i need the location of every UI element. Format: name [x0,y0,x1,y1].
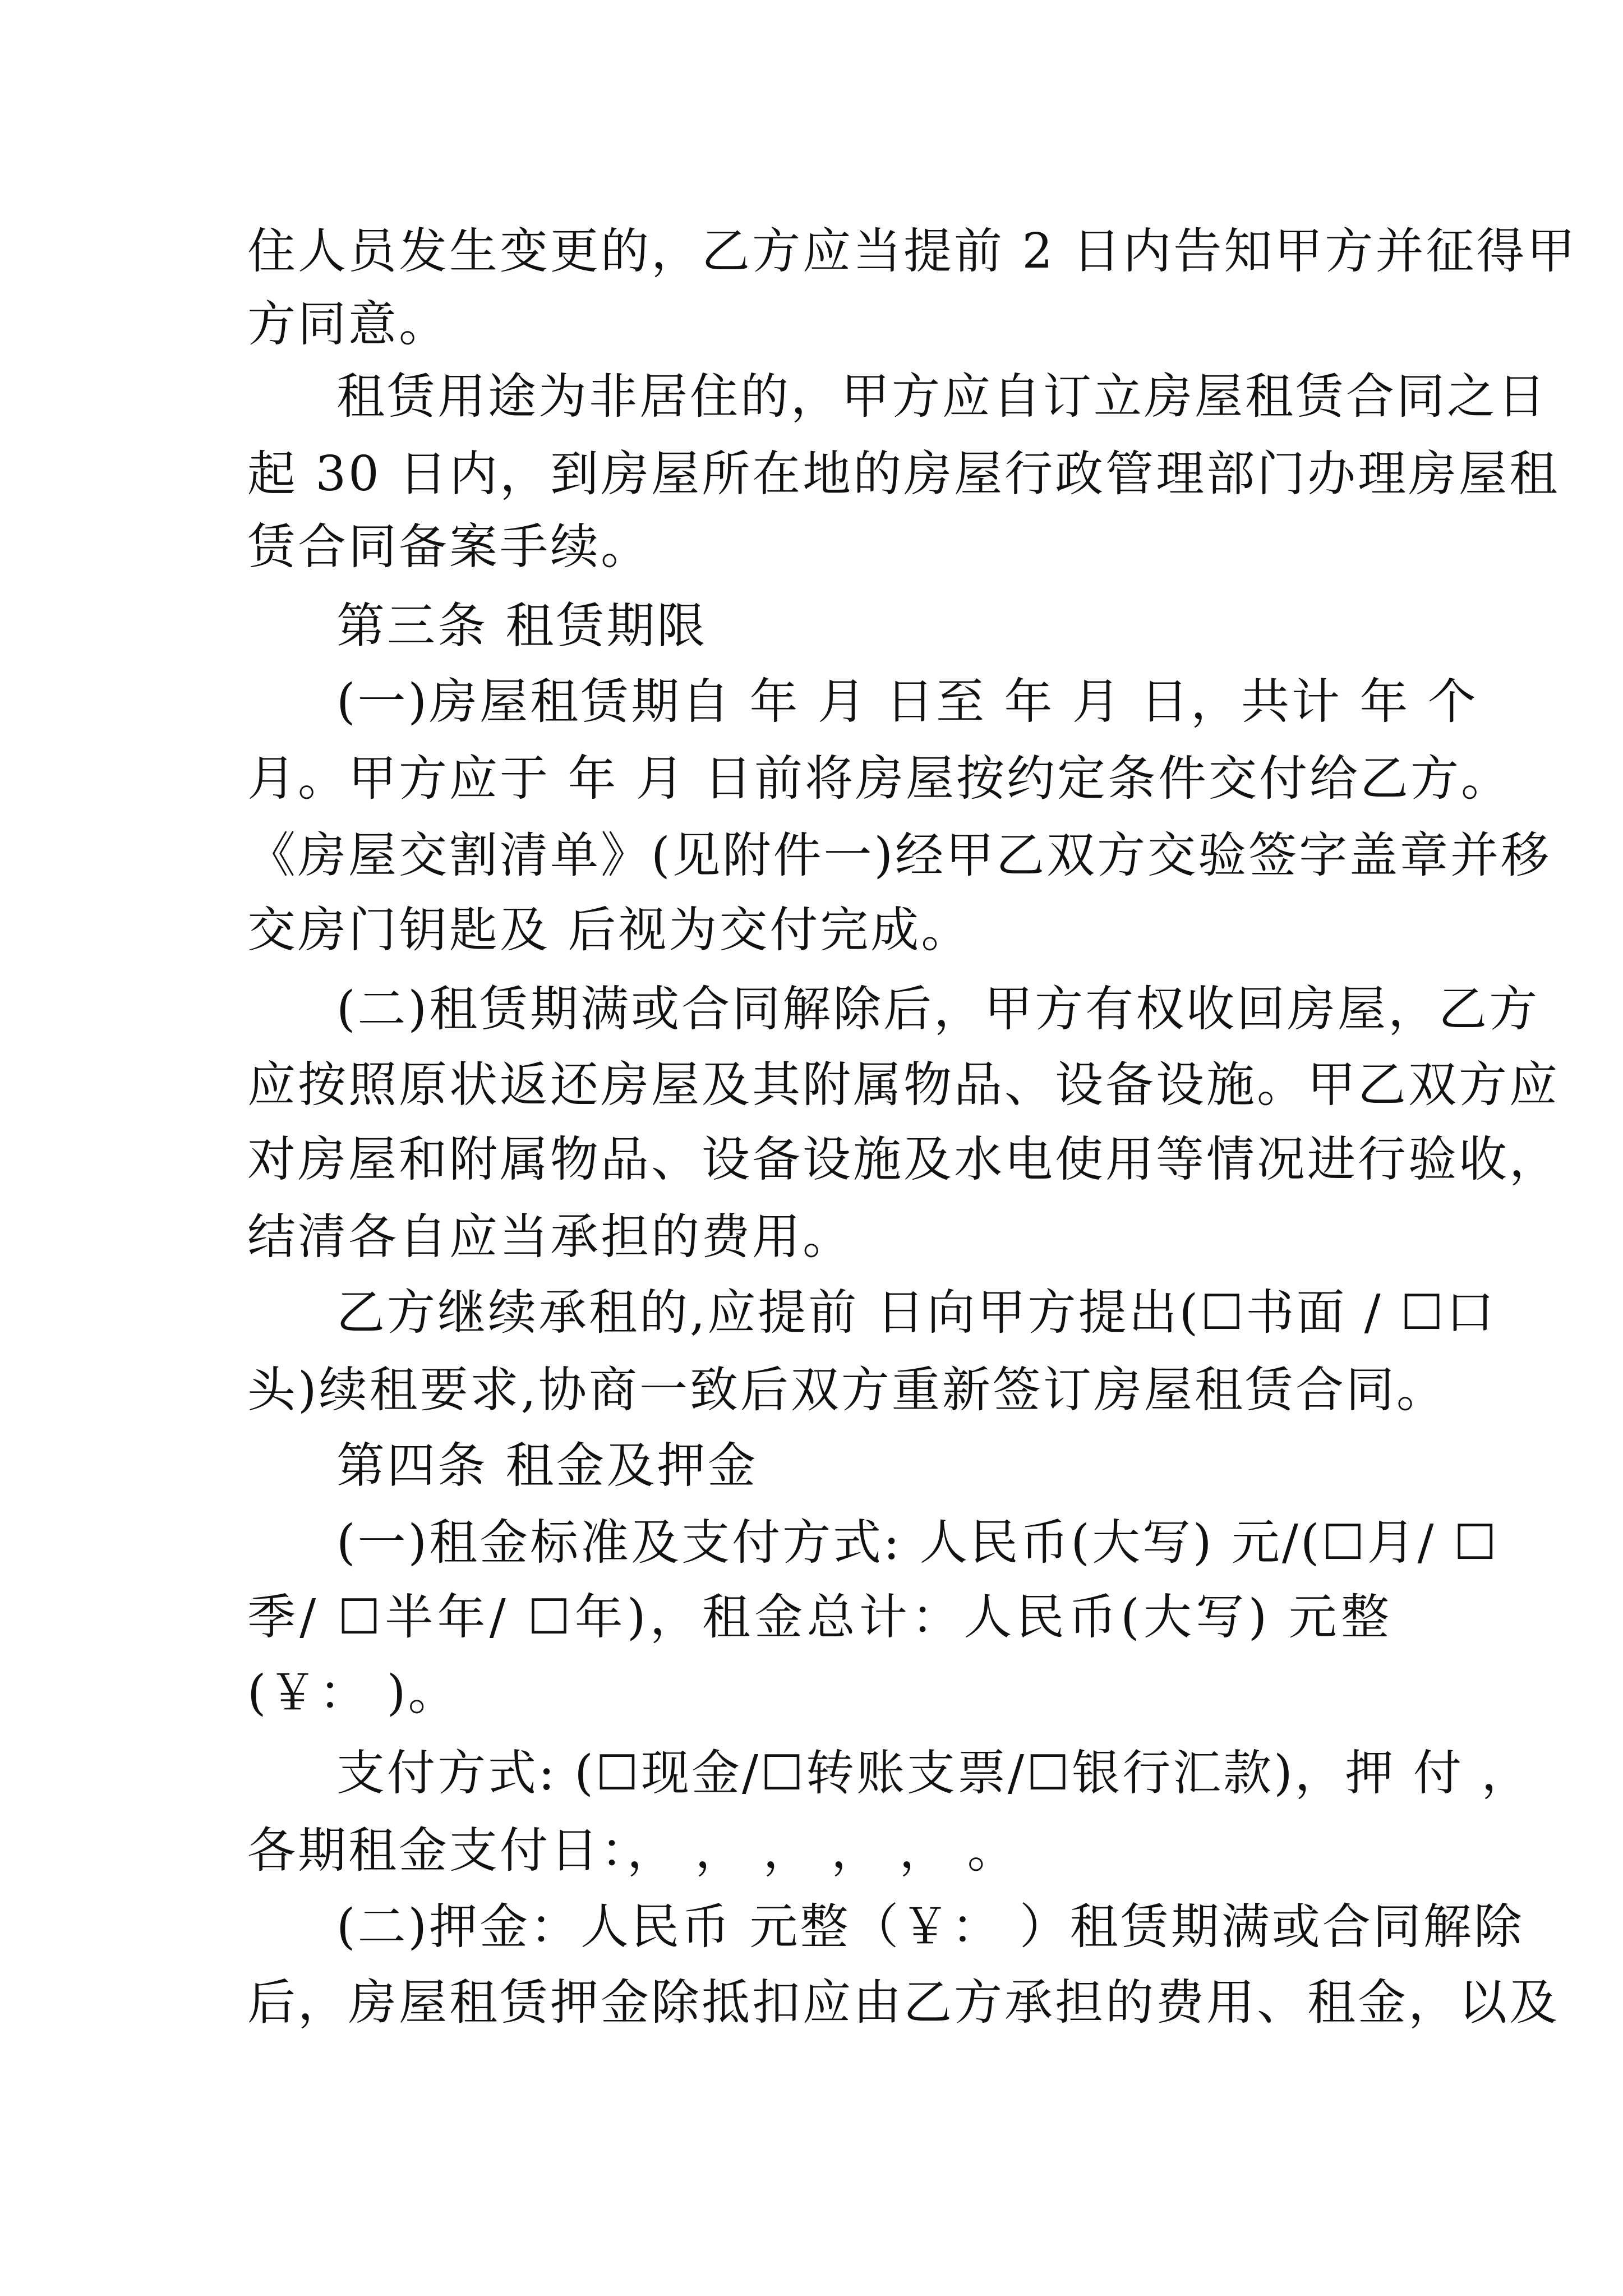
paragraph-line: (一)租金标准及支付方式: 人民币(大写) 元/(☐月/ ☐ [336,1515,1499,1571]
paragraph-line: (一)房屋租赁期自 年 月 日至 年 月 日，共计 年 个 [336,674,1478,730]
paragraph-line: 月。甲方应于 年 月 日前将房屋按约定条件交付给乙方。 [247,751,1512,807]
paragraph-line: 方同意。 [247,296,449,352]
section-heading: 第四条 租金及押金 [336,1438,758,1494]
paragraph-line: 赁合同备案手续。 [247,519,651,575]
paragraph-line: 住人员发生变更的，乙方应当提前 2 日内告知甲方并征得甲 [247,223,1578,279]
paragraph-line: (二)租赁期满或合同解除后，甲方有权收回房屋，乙方 [336,981,1540,1037]
paragraph-line: (二)押金：人民币 元整（￥： ）租赁期满或合同解除 [336,1899,1524,1955]
paragraph-line: 起 30 日内，到房屋所在地的房屋行政管理部门办理房屋租 [247,446,1560,502]
paragraph-line: 季/ ☐半年/ ☐年)，租金总计：人民币(大写) 元整 [247,1589,1391,1645]
paragraph-line: 头)续租要求,协商一致后双方重新签订房屋租赁合同。 [247,1362,1447,1418]
paragraph-line: 后，房屋租赁押金除抵扣应由乙方承担的费用、租金，以及 [247,1975,1560,2031]
paragraph-line: 各期租金支付日：， ， ， ， ， 。 [247,1823,1018,1879]
paragraph-line: 支付方式: (☐现金/☐转账支票/☐银行汇款)，押 付 ， [336,1745,1532,1801]
section-heading: 第三条 租赁期限 [336,598,708,654]
paragraph-line: 《房屋交割清单》(见附件一)经甲乙双方交验签字盖章并移 [247,827,1552,884]
paragraph-line: 租赁用途为非居住的，甲方应自订立房屋租赁合同之日 [336,369,1548,425]
paragraph-line: 应按照原状返还房屋及其附属物品、设备设施。甲乙双方应 [247,1057,1560,1113]
paragraph-line: (￥： )。 [247,1665,459,1721]
paragraph-line: 对房屋和附属物品、设备设施及水电使用等情况进行验收， [247,1131,1560,1188]
paragraph-line: 交房门钥匙及 后视为交付完成。 [247,902,972,958]
paragraph-line: 乙方继续承租的,应提前 日向甲方提出(☐书面 / ☐口 [336,1285,1497,1341]
paragraph-line: 结清各自应当承担的费用。 [247,1209,853,1265]
